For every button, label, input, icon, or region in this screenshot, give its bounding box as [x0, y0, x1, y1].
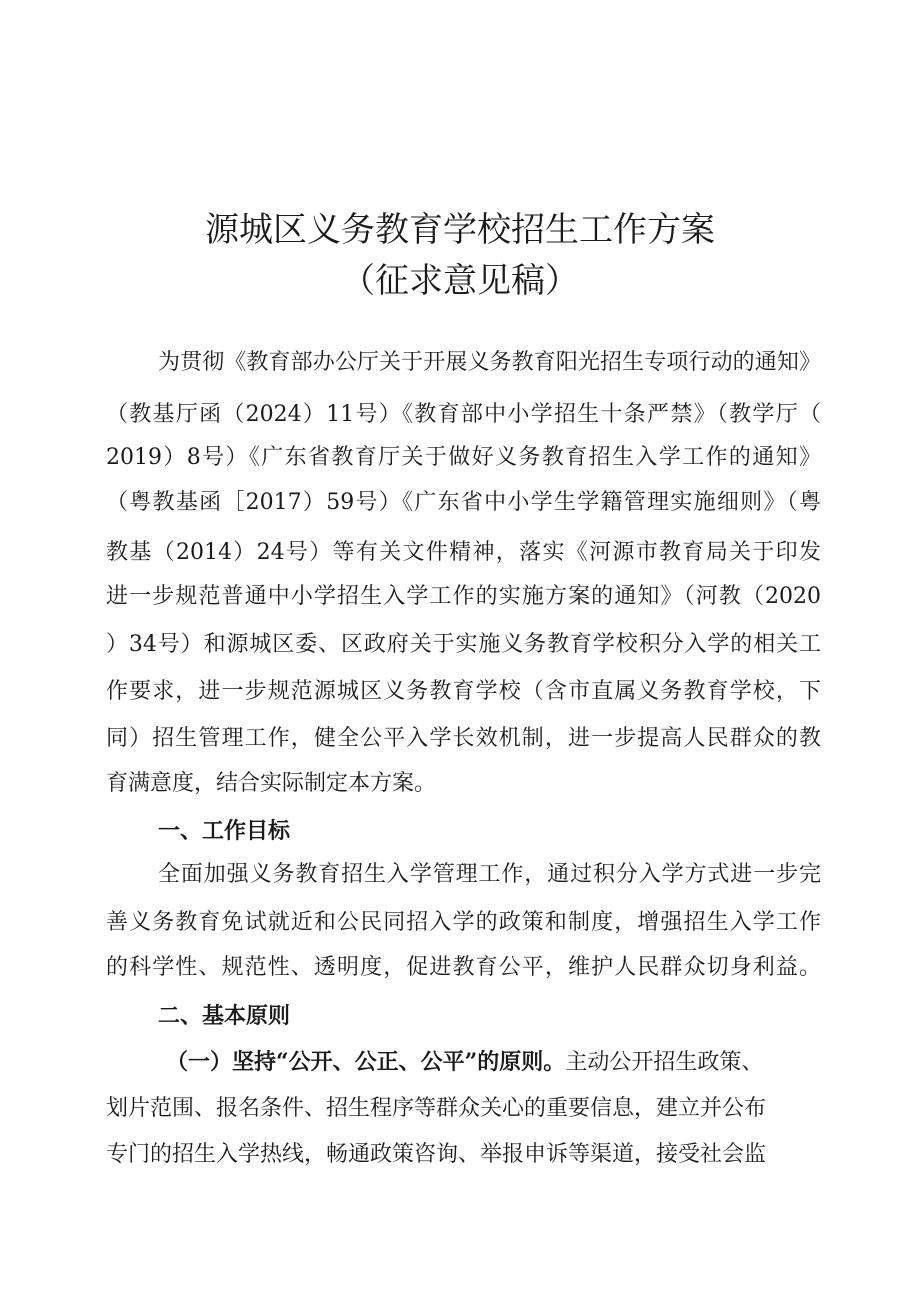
document-subtitle: （征求意见稿） [341, 261, 579, 301]
section-1-line-3: 的科学性、规范性、透明度，促进教育公平，维护人民群众切身利益。 [106, 955, 821, 980]
intro-line-2: （教基厅函（2024）11号）《教育部中小学招生十条严禁》（教学厅（ [106, 402, 821, 427]
intro-line-10: 育满意度，结合实际制定本方案。 [106, 771, 437, 796]
intro-line-1: 为贯彻《教育部办公厅关于开展义务教育阳光招生专项行动的通知》 [158, 350, 821, 375]
section-1-line-2: 善义务教育免试就近和公民同招入学的政策和制度，增强招生入学工作 [106, 910, 821, 935]
section-1-line-1: 全面加强义务教育招生入学管理工作，通过积分入学方式进一步完 [158, 862, 821, 887]
intro-line-6: 进一步规范普通中小学招生入学工作的实施方案的通知》（河教（2020 [106, 584, 821, 609]
intro-line-3: 2019）8号）《广东省教育厅关于做好义务教育招生入学工作的通知》 [106, 445, 821, 470]
intro-line-5: 教基（2014）24号）等有关文件精神，落实《河源市教育局关于印发 [106, 540, 821, 565]
section-2-item-1-lead: （一）坚持“公开、公正、公平”的原则。 [166, 1049, 566, 1075]
section-2-heading: 二、基本原则 [158, 1003, 291, 1029]
section-2-item-1-rest: 主动公开招生政策、 [565, 1050, 764, 1075]
section-2-line-2: 划片范围、报名条件、招生程序等群众关心的重要信息，建立并公布 [106, 1096, 767, 1121]
section-1-heading: 一、工作目标 [158, 818, 291, 844]
intro-line-9: 同）招生管理工作，健全公平入学长效机制，进一步提高人民群众的教 [106, 726, 821, 751]
document-title: 源城区义务教育学校招生工作方案 [205, 210, 715, 250]
intro-line-4: （粤教基函［2017）59号）《广东省中小学生学籍管理实施细则》（粤 [106, 490, 821, 515]
section-2-line-3: 专门的招生入学热线，畅通政策咨询、举报申诉等渠道，接受社会监 [106, 1142, 767, 1167]
intro-line-7: ）34号）和源城区委、区政府关于实施义务教育学校积分入学的相关工 [106, 632, 821, 657]
section-2-item-1-line-1 [166, 1049, 821, 1076]
intro-line-8: 作要求，进一步规范源城区义务教育学校（含市直属义务教育学校，下 [106, 679, 821, 704]
